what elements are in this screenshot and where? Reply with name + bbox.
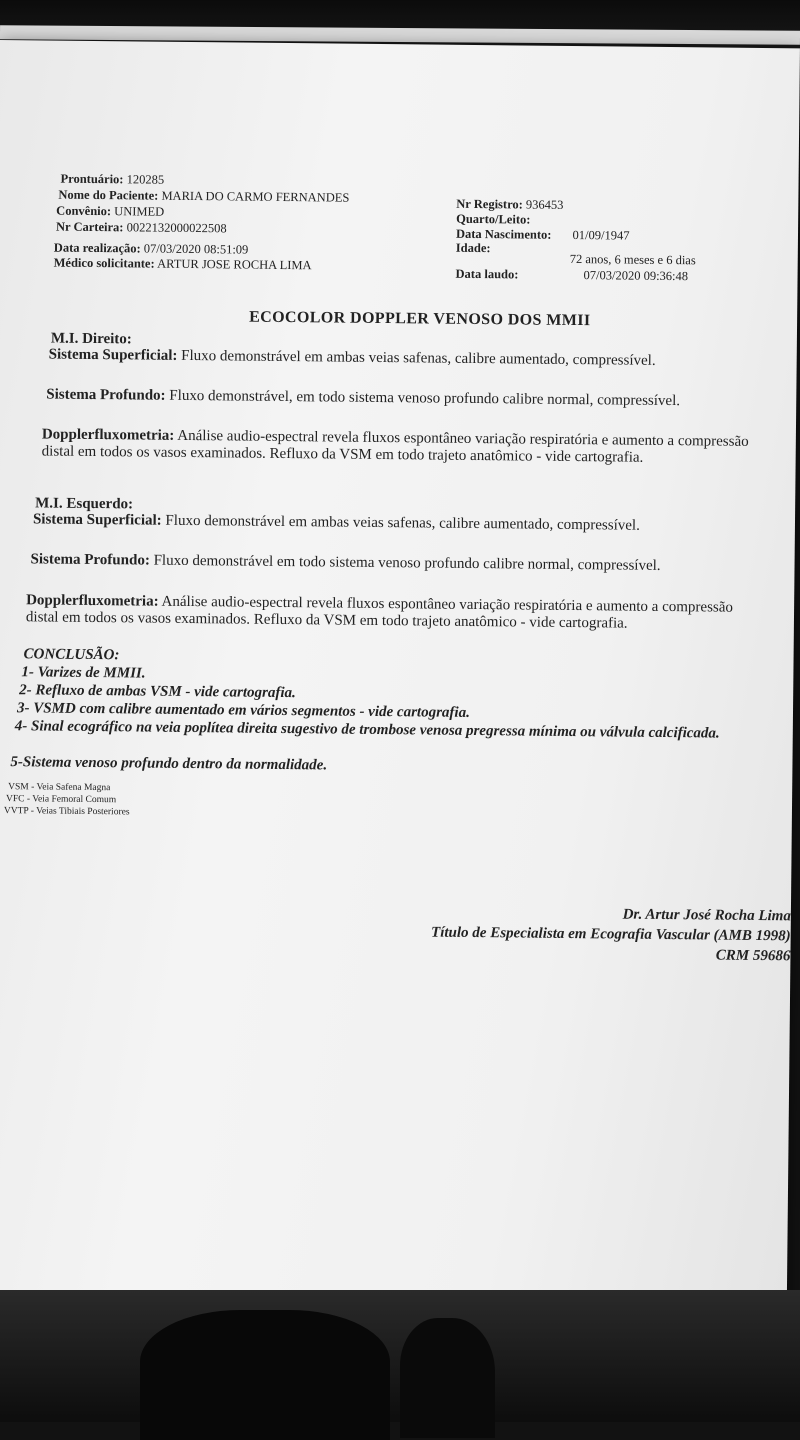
field-convenio: Convênio: UNIMED	[56, 203, 165, 219]
field-registro: Nr Registro: 936453	[456, 196, 564, 212]
conclusao-item-3: 3- VSMD com calibre aumentado em vários segmentos - vide cartografia.	[16, 700, 470, 721]
shoe-left	[140, 1310, 390, 1440]
shoe-right	[400, 1318, 495, 1438]
signature-crm: CRM 59686	[715, 947, 791, 965]
signature-title: Título de Especialista em Ecografia Vascular (AMB 1998)	[430, 924, 791, 945]
field-carteira: Nr Carteira: 0022132000022508	[55, 219, 227, 236]
document-page	[0, 40, 800, 1310]
field-idade: Idade:	[455, 240, 491, 256]
field-data-realizacao: Data realização: 07/03/2020 08:51:09	[53, 240, 249, 257]
heading-direito: M.I. Direito:	[50, 330, 132, 348]
field-nascimento: Data Nascimento: 01/09/1947	[455, 226, 630, 243]
esquerdo-superficial: Sistema Superficial: Fluxo demonstrável em ambas veias safenas, calibre aumentado, compressível.	[32, 511, 640, 534]
field-medico: Médico solicitante: ARTUR JOSE ROCHA LIMA	[53, 255, 312, 273]
direito-doppler: Dopplerfluxometria: Análise audio-espectral revela fluxos espontâneo variação respiratória e aumento a compressão distal em todos os vasos examinados. Refluxo da VSM em todo trajeto anatômico - vide cartografia.	[41, 426, 749, 466]
field-idade-value: 72 anos, 6 meses e 6 dias	[569, 251, 696, 268]
conclusao-item-4: 4- Sinal ecográfico na veia poplítea direita sugestivo de trombose venosa pregressa mínima ou válvula calcificada.	[14, 718, 720, 742]
conclusao-item-5: 5-Sistema venoso profundo dentro da normalidade.	[10, 754, 328, 774]
esquerdo-doppler: Dopplerfluxometria: Análise audio-espectral revela fluxos espontâneo variação respiratória e aumento a compressão distal em todos os vasos examinados. Refluxo da VSM em todo trajeto anatômico - vide cartografia.	[25, 592, 734, 632]
direito-profundo: Sistema Profundo: Fluxo demonstrável, em todo sistema venoso profundo calibre normal, compressível.	[46, 386, 681, 410]
conclusao-item-2: 2- Refluxo de ambas VSM - vide cartografia.	[19, 682, 296, 702]
abbr-vfc: VFC - Veia Femoral Comum	[5, 794, 117, 806]
field-quarto: Quarto/Leito:	[456, 211, 531, 227]
field-prontuario: Prontuário: 120285	[60, 171, 165, 187]
field-paciente: Nome do Paciente: MARIA DO CARMO FERNANDES	[58, 187, 350, 205]
direito-superficial: Sistema Superficial: Fluxo demonstrável em ambas veias safenas, calibre aumentado, compressível.	[48, 346, 656, 369]
esquerdo-profundo: Sistema Profundo: Fluxo demonstrável em todo sistema venoso profundo calibre normal, compressível.	[30, 551, 661, 574]
heading-esquerdo: M.I. Esquerdo:	[35, 495, 134, 513]
conclusao-item-1: 1- Varizes de MMII.	[21, 664, 146, 682]
abbr-vsm: VSM - Veia Safena Magna	[8, 782, 111, 794]
heading-conclusao: CONCLUSÃO:	[23, 646, 120, 664]
document-title: ECOCOLOR DOPPLER VENOSO DOS MMII	[249, 308, 591, 330]
field-data-laudo: Data laudo: 07/03/2020 09:36:48	[455, 266, 689, 284]
signature-name: Dr. Artur José Rocha Lima	[622, 906, 791, 925]
abbr-vvtp: VVTP - Veias Tibiais Posteriores	[3, 806, 130, 818]
